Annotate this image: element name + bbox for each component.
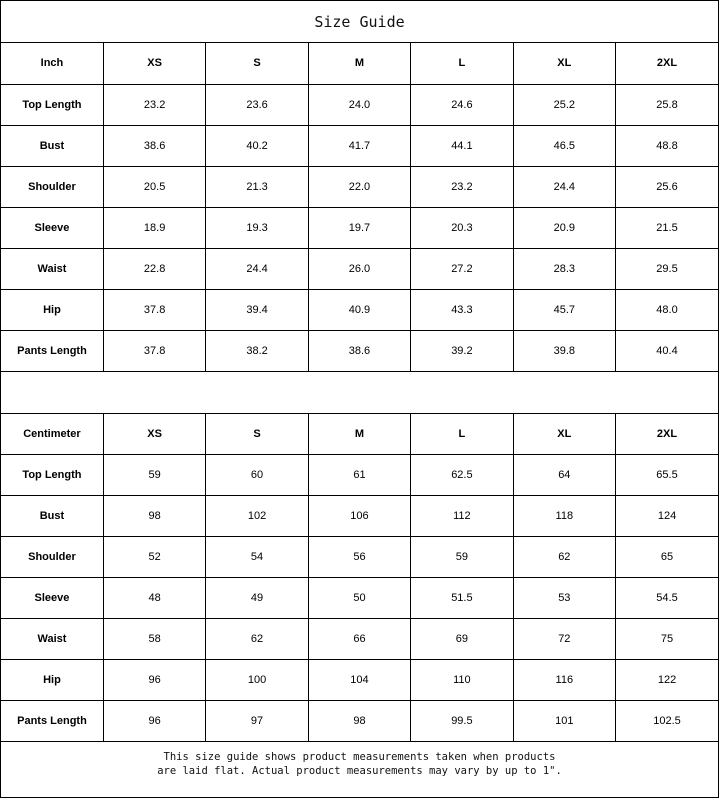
table-cell: 65 — [616, 537, 718, 578]
table-cell: 59 — [411, 537, 513, 578]
table-row — [1, 619, 718, 660]
table-cell: 62.5 — [411, 455, 513, 496]
table-row — [1, 701, 718, 742]
table-cell: 20.3 — [411, 207, 513, 248]
table-cell: 48.8 — [616, 125, 718, 166]
table-cell: 40.9 — [308, 289, 410, 330]
size-header: M — [308, 43, 410, 84]
cm-header-row — [1, 414, 718, 455]
table-cell: 98 — [103, 496, 205, 537]
table-cell: 116 — [513, 660, 615, 701]
size-header: XL — [513, 414, 615, 455]
centimeter-table — [1, 414, 718, 743]
table-cell: 43.3 — [411, 289, 513, 330]
table-cell: 75 — [616, 619, 718, 660]
measurement-label: Shoulder — [1, 537, 103, 578]
table-row — [1, 125, 718, 166]
table-row — [1, 537, 718, 578]
table-cell: 61 — [308, 455, 410, 496]
table-cell: 99.5 — [411, 701, 513, 742]
table-cell: 118 — [513, 496, 615, 537]
table-cell: 25.8 — [616, 84, 718, 125]
size-header: M — [308, 414, 410, 455]
table-cell: 23.2 — [411, 166, 513, 207]
measurement-note — [1, 742, 718, 778]
table-cell: 112 — [411, 496, 513, 537]
page-title: Size Guide — [1, 1, 718, 43]
measurement-label: Waist — [1, 248, 103, 289]
table-cell: 29.5 — [616, 248, 718, 289]
table-cell: 98 — [308, 701, 410, 742]
table-cell: 24.4 — [206, 248, 308, 289]
table-cell: 97 — [206, 701, 308, 742]
table-cell: 25.2 — [513, 84, 615, 125]
table-cell: 22.0 — [308, 166, 410, 207]
table-cell: 38.6 — [103, 125, 205, 166]
measurement-label: Hip — [1, 660, 103, 701]
table-cell: 72 — [513, 619, 615, 660]
table-cell: 58 — [103, 619, 205, 660]
table-cell: 65.5 — [616, 455, 718, 496]
table-cell: 23.2 — [103, 84, 205, 125]
measurement-label: Sleeve — [1, 207, 103, 248]
table-row — [1, 455, 718, 496]
measurement-label: Pants Length — [1, 330, 103, 371]
size-header: L — [411, 414, 513, 455]
table-cell: 24.0 — [308, 84, 410, 125]
table-row — [1, 84, 718, 125]
table-row — [1, 660, 718, 701]
size-header: S — [206, 414, 308, 455]
table-cell: 51.5 — [411, 578, 513, 619]
table-cell: 41.7 — [308, 125, 410, 166]
table-cell: 24.4 — [513, 166, 615, 207]
table-cell: 20.5 — [103, 166, 205, 207]
table-cell: 19.3 — [206, 207, 308, 248]
table-cell: 52 — [103, 537, 205, 578]
table-cell: 102.5 — [616, 701, 718, 742]
note-line-2: are laid flat. Actual product measurements may vary by up to 1". — [157, 765, 562, 777]
table-cell: 48.0 — [616, 289, 718, 330]
table-cell: 106 — [308, 496, 410, 537]
size-header: XS — [103, 414, 205, 455]
table-cell: 49 — [206, 578, 308, 619]
table-row — [1, 207, 718, 248]
table-cell: 102 — [206, 496, 308, 537]
table-cell: 48 — [103, 578, 205, 619]
table-cell: 25.6 — [616, 166, 718, 207]
table-row — [1, 578, 718, 619]
table-cell: 100 — [206, 660, 308, 701]
table-cell: 38.2 — [206, 330, 308, 371]
table-cell: 46.5 — [513, 125, 615, 166]
table-cell: 27.2 — [411, 248, 513, 289]
table-cell: 44.1 — [411, 125, 513, 166]
table-cell: 59 — [103, 455, 205, 496]
table-cell: 62 — [513, 537, 615, 578]
table-cell: 96 — [103, 660, 205, 701]
table-cell: 21.3 — [206, 166, 308, 207]
table-cell: 96 — [103, 701, 205, 742]
table-cell: 22.8 — [103, 248, 205, 289]
unit-label: Centimeter — [1, 414, 103, 455]
measurement-label: Bust — [1, 496, 103, 537]
size-header: XS — [103, 43, 205, 84]
table-cell: 39.4 — [206, 289, 308, 330]
inch-table — [1, 43, 718, 372]
size-header: S — [206, 43, 308, 84]
table-row — [1, 330, 718, 371]
table-cell: 40.4 — [616, 330, 718, 371]
table-cell: 39.2 — [411, 330, 513, 371]
size-header: 2XL — [616, 414, 718, 455]
table-cell: 37.8 — [103, 330, 205, 371]
table-cell: 20.9 — [513, 207, 615, 248]
table-cell: 110 — [411, 660, 513, 701]
table-cell: 28.3 — [513, 248, 615, 289]
unit-label: Inch — [1, 43, 103, 84]
table-cell: 39.8 — [513, 330, 615, 371]
table-cell: 26.0 — [308, 248, 410, 289]
table-cell: 50 — [308, 578, 410, 619]
table-cell: 104 — [308, 660, 410, 701]
size-header: XL — [513, 43, 615, 84]
table-row — [1, 289, 718, 330]
measurement-label: Shoulder — [1, 166, 103, 207]
table-cell: 66 — [308, 619, 410, 660]
table-cell: 62 — [206, 619, 308, 660]
table-cell: 56 — [308, 537, 410, 578]
note-line-1: This size guide shows product measurements taken when products — [163, 751, 556, 763]
measurement-label: Waist — [1, 619, 103, 660]
table-cell: 19.7 — [308, 207, 410, 248]
inch-header-row — [1, 43, 718, 84]
table-cell: 69 — [411, 619, 513, 660]
table-cell: 40.2 — [206, 125, 308, 166]
table-cell: 38.6 — [308, 330, 410, 371]
measurement-label: Sleeve — [1, 578, 103, 619]
table-cell: 54 — [206, 537, 308, 578]
measurement-label: Hip — [1, 289, 103, 330]
table-cell: 37.8 — [103, 289, 205, 330]
table-cell: 21.5 — [616, 207, 718, 248]
table-cell: 101 — [513, 701, 615, 742]
table-cell: 23.6 — [206, 84, 308, 125]
table-cell: 45.7 — [513, 289, 615, 330]
table-row — [1, 496, 718, 537]
table-row — [1, 248, 718, 289]
table-cell: 60 — [206, 455, 308, 496]
size-header: L — [411, 43, 513, 84]
measurement-label: Top Length — [1, 84, 103, 125]
table-cell: 64 — [513, 455, 615, 496]
measurement-label: Top Length — [1, 455, 103, 496]
section-divider — [1, 372, 718, 414]
table-cell: 54.5 — [616, 578, 718, 619]
table-cell: 122 — [616, 660, 718, 701]
measurement-label: Bust — [1, 125, 103, 166]
table-cell: 53 — [513, 578, 615, 619]
table-cell: 18.9 — [103, 207, 205, 248]
size-header: 2XL — [616, 43, 718, 84]
measurement-label: Pants Length — [1, 701, 103, 742]
table-cell: 24.6 — [411, 84, 513, 125]
table-row — [1, 166, 718, 207]
table-cell: 124 — [616, 496, 718, 537]
